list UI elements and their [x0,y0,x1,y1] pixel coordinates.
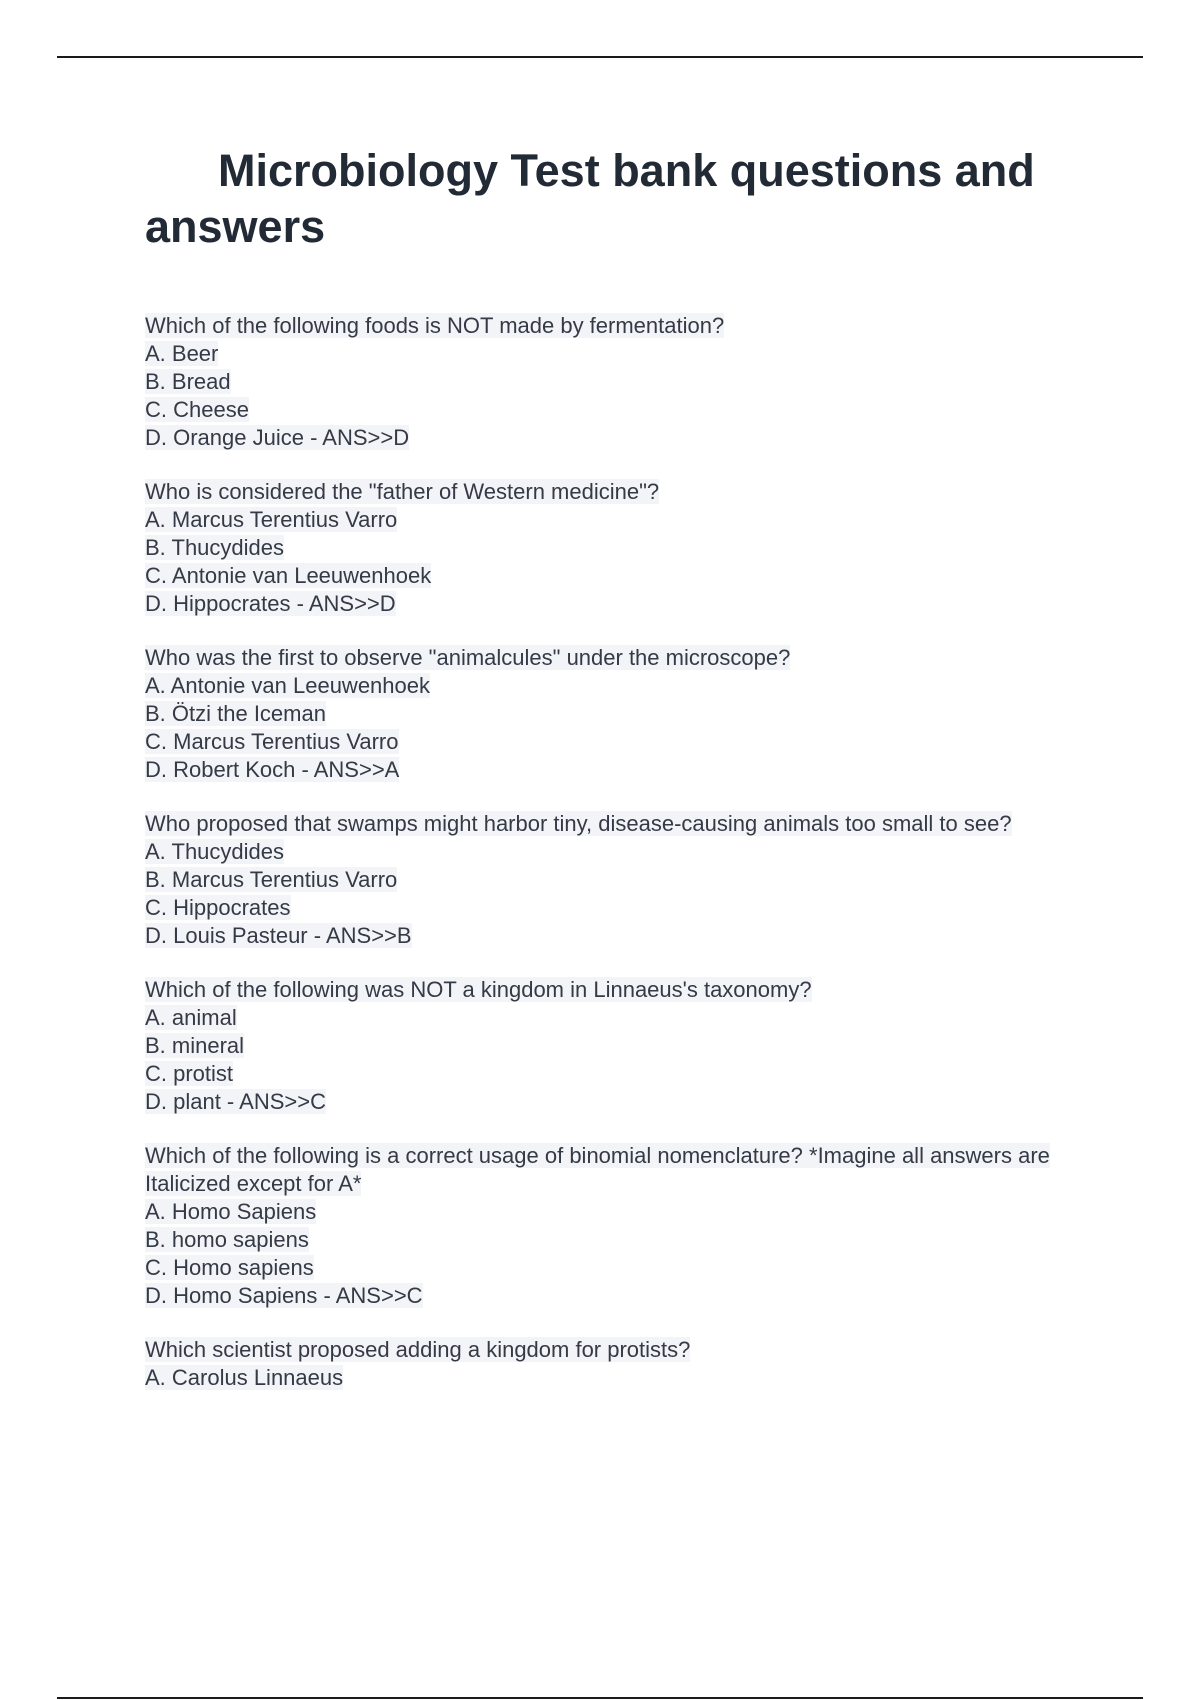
answer-option: B. mineral [145,1033,245,1058]
answer-option: B. Bread [145,369,231,394]
question-text: Which of the following is a correct usage of binomial nomenclature? *Imagine all answers are Italicized except for A* [145,1143,1050,1196]
question-text: Which of the following foods is NOT made by fermentation? [145,313,725,338]
answer-option: C. Cheese [145,397,249,422]
answer-option: A. Beer [145,341,219,366]
answer-option: D. Hippocrates - ANS>>D [145,591,396,616]
answer-option: C. protist [145,1061,234,1086]
question-block [145,644,1065,784]
question-text: Which of the following was NOT a kingdom in Linnaeus's taxonomy? [145,977,812,1002]
answer-option: C. Antonie van Leeuwenhoek [145,563,432,588]
top-divider [57,56,1143,58]
answer-option: C. Hippocrates [145,895,291,920]
question-text: Who is considered the "father of Western medicine"? [145,479,660,504]
answer-option: A. Thucydides [145,839,285,864]
answer-option: D. Robert Koch - ANS>>A [145,757,400,782]
page-title: Microbiology Test bank questions and answers [145,145,1035,252]
answer-option: A. Marcus Terentius Varro [145,507,398,532]
answer-option: A. animal [145,1005,237,1030]
question-text: Who proposed that swamps might harbor tiny, disease-causing animals too small to see? [145,811,1012,836]
answer-option: D. Homo Sapiens - ANS>>C [145,1283,423,1308]
answer-option: A. Homo Sapiens [145,1199,317,1224]
bottom-divider [57,1697,1143,1699]
question-block [145,1336,1065,1392]
answer-option: B. Thucydides [145,535,285,560]
question-block [145,810,1065,950]
answer-option: B. Ötzi the Iceman [145,701,326,726]
answer-option: C. Homo sapiens [145,1255,314,1280]
answer-option: B. Marcus Terentius Varro [145,867,398,892]
question-block [145,976,1065,1116]
question-block [145,478,1065,618]
question-text: Who was the first to observe "animalcules" under the microscope? [145,645,791,670]
answer-option: A. Carolus Linnaeus [145,1365,344,1390]
answer-option: D. Louis Pasteur - ANS>>B [145,923,412,948]
answer-option: D. Orange Juice - ANS>>D [145,425,410,450]
question-block [145,1142,1065,1310]
answer-option: A. Antonie van Leeuwenhoek [145,673,431,698]
question-list [145,312,1065,1418]
question-text: Which scientist proposed adding a kingdom for protists? [145,1337,691,1362]
question-block [145,312,1065,452]
answer-option: B. homo sapiens [145,1227,309,1252]
answer-option: C. Marcus Terentius Varro [145,729,399,754]
answer-option: D. plant - ANS>>C [145,1089,326,1114]
